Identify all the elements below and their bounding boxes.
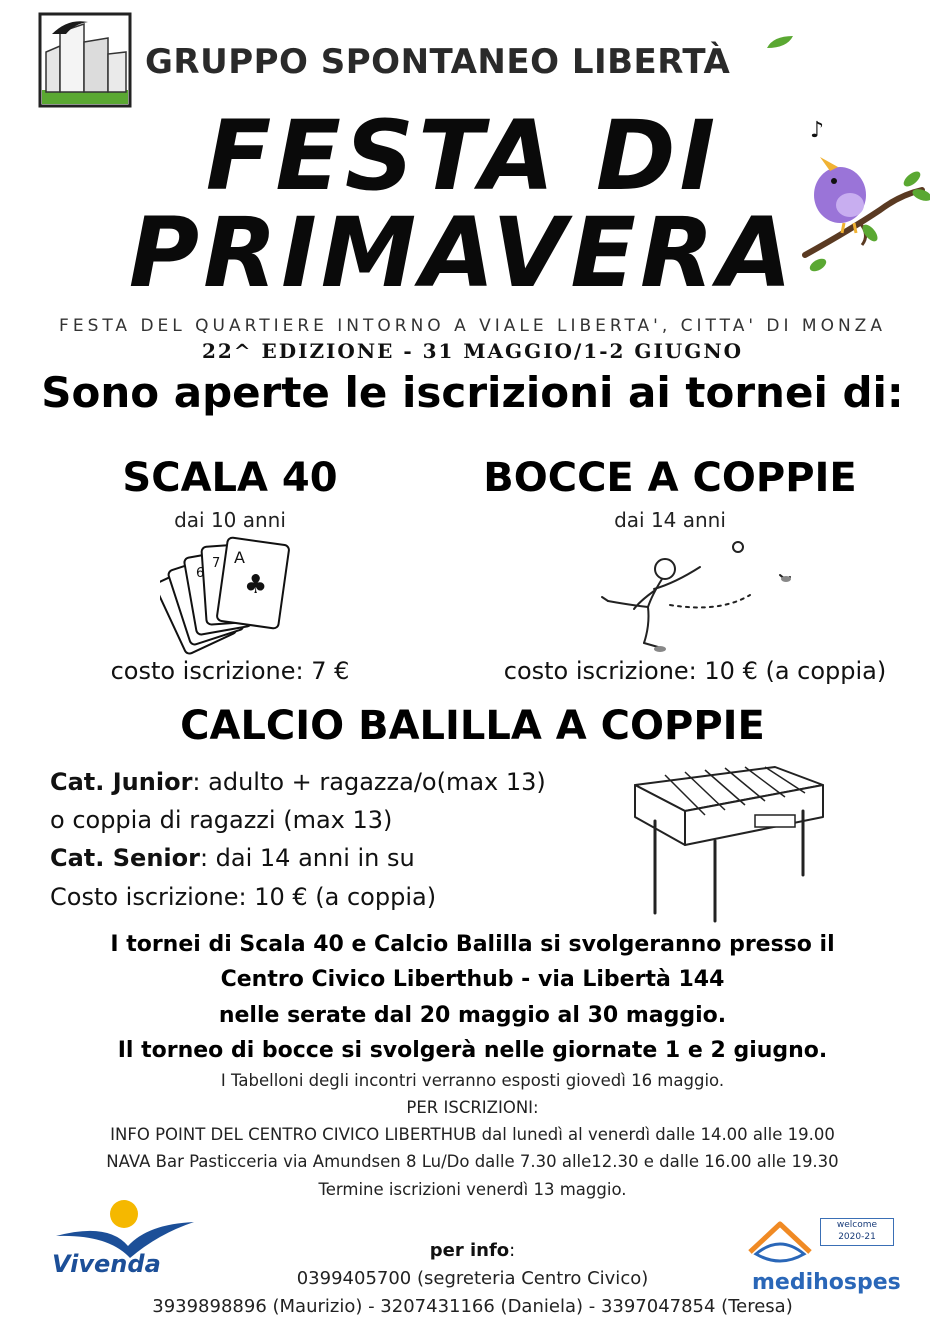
svg-text:A: A — [234, 548, 245, 567]
vivenda-label: Vivenda — [52, 1250, 161, 1278]
scala-title: SCALA 40 — [122, 455, 338, 501]
svg-text:♪: ♪ — [810, 118, 825, 143]
contact-line-1: 0399405700 (segreteria Centro Civico) — [296, 1268, 649, 1289]
svg-text:6: 6 — [196, 566, 205, 581]
svg-text:♣: ♣ — [244, 570, 268, 600]
calcio-senior-label: Cat. Senior — [50, 844, 200, 872]
calcio-junior-line2: o coppia di ragazzi (max 13) — [50, 806, 393, 834]
headline: Sono aperte le iscrizioni ai tornei di: — [41, 368, 904, 417]
bird-icon — [800, 115, 930, 275]
scala-age: dai 10 anni — [174, 508, 286, 532]
info-label-colon: : — [509, 1240, 516, 1261]
page-title-line1: FESTA DI — [205, 100, 720, 212]
bocce-player-icon — [590, 535, 825, 655]
calcio-junior-label: Cat. Junior — [50, 768, 193, 796]
page-title-line2: PRIMAVERA — [128, 197, 797, 309]
detail-bold-4: Il torneo di bocce si svolgerà nelle giornate 1 e 2 giugno. — [117, 1038, 828, 1063]
calcio-senior-line — [50, 844, 415, 872]
detail-small-2: PER ISCRIZIONI: — [406, 1098, 539, 1117]
contact-line-2: 3939898896 (Maurizio) - 3207431166 (Daniela) - 3397047854 (Teresa) — [152, 1296, 793, 1317]
subtitle: FESTA DEL QUARTIERE INTORNO A VIALE LIBERTA', CITTA' DI MONZA — [59, 316, 886, 336]
detail-bold-2: Centro Civico Liberthub - via Libertà 144 — [220, 967, 725, 992]
scala-cost: costo iscrizione: 7 € — [110, 657, 350, 685]
calcio-junior-text: : adulto + ragazza/o(max 13) — [192, 768, 546, 796]
playing-cards-icon — [160, 535, 295, 655]
welcome-badge-line2: 2020-21 — [838, 1232, 876, 1242]
detail-small-4: NAVA Bar Pasticceria via Amundsen 8 Lu/Do dalle 7.30 alle12.30 e dalle 16.00 alle 19.30 — [106, 1152, 839, 1171]
detail-small-3: INFO POINT DEL CENTRO CIVICO LIBERTHUB dal lunedì al venerdì dalle 14.00 alle 19.00 — [110, 1125, 835, 1144]
detail-small-1: I Tabelloni degli incontri verranno esposti giovedì 16 maggio. — [220, 1071, 725, 1090]
detail-small-5: Termine iscrizioni venerdì 13 maggio. — [318, 1180, 627, 1199]
info-label-text: per info — [429, 1240, 510, 1261]
bocce-cost: costo iscrizione: 10 € (a coppia) — [503, 657, 887, 685]
leaf-icon — [765, 34, 795, 50]
calcio-senior-text: : dai 14 anni in su — [199, 844, 415, 872]
calcio-junior-line — [50, 768, 546, 796]
medihospes-label: medihospes — [752, 1270, 901, 1295]
org-name: GRUPPO SPONTANEO LIBERTÀ — [145, 42, 731, 82]
bocce-age: dai 14 anni — [614, 508, 726, 532]
foosball-table-icon — [625, 755, 830, 925]
edition-line: 22^ EDIZIONE - 31 MAGGIO/1-2 GIUGNO — [201, 339, 744, 363]
calcio-cost: Costo iscrizione: 10 € (a coppia) — [50, 883, 437, 911]
svg-text:7: 7 — [212, 556, 221, 571]
calcio-title: CALCIO BALILLA A COPPIE — [180, 703, 765, 749]
detail-bold-3: nelle serate dal 20 maggio al 30 maggio. — [218, 1003, 727, 1028]
bocce-title: BOCCE A COPPIE — [483, 455, 857, 501]
welcome-badge — [820, 1218, 894, 1246]
detail-bold-1: I tornei di Scala 40 e Calcio Balilla si svolgeranno presso il — [110, 932, 835, 957]
org-logo-icon — [38, 12, 132, 108]
welcome-badge-line1: welcome — [836, 1220, 878, 1230]
